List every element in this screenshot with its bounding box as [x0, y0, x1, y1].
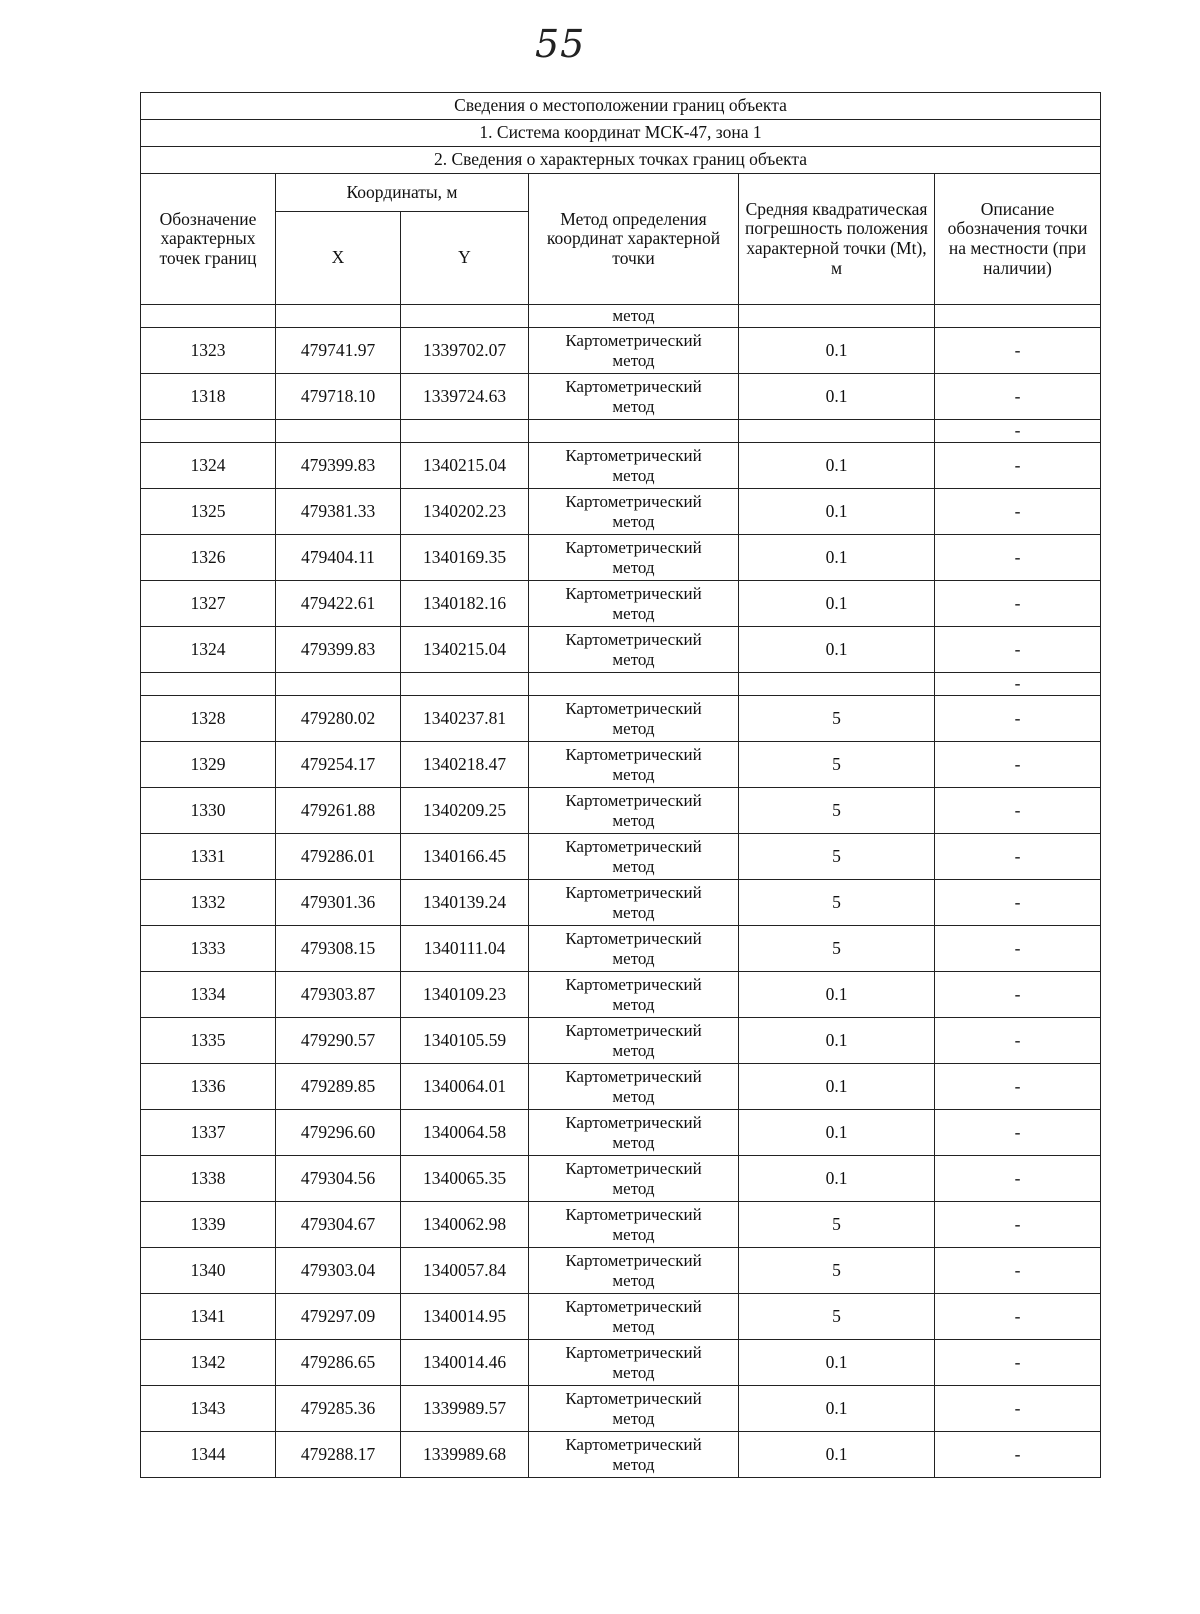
description-cell: -	[935, 742, 1101, 788]
y-cell: 1340209.25	[401, 788, 529, 834]
method-line-1: Картометрический	[565, 699, 702, 719]
table-row	[141, 880, 1101, 926]
error-cell: 0.1	[739, 1340, 935, 1386]
y-cell: 1340057.84	[401, 1248, 529, 1294]
table-row	[141, 1432, 1101, 1478]
error-cell: 0.1	[739, 443, 935, 489]
description-cell: -	[935, 627, 1101, 673]
y-cell: 1340169.35	[401, 535, 529, 581]
description-cell: -	[935, 581, 1101, 627]
description-cell: -	[935, 972, 1101, 1018]
page-number: 55	[535, 22, 586, 66]
error-cell: 0.1	[739, 489, 935, 535]
y-cell: 1339702.07	[401, 328, 529, 374]
table-row	[141, 535, 1101, 581]
method-line-2: метод	[612, 1086, 655, 1106]
x-cell: 479422.61	[276, 581, 401, 627]
point-cell: 1338	[141, 1156, 276, 1202]
description-cell: -	[935, 420, 1101, 443]
method-cell	[529, 1386, 739, 1432]
x-cell: 479280.02	[276, 696, 401, 742]
header-y: Y	[401, 212, 529, 305]
method-line-1: Картометрический	[565, 1205, 702, 1225]
method-cell	[529, 1202, 739, 1248]
method-line-2: метод	[612, 1270, 655, 1290]
method-line-1: Картометрический	[565, 883, 702, 903]
point-cell: 1332	[141, 880, 276, 926]
point-cell: 1333	[141, 926, 276, 972]
description-cell: -	[935, 1202, 1101, 1248]
error-cell: 0.1	[739, 1432, 935, 1478]
error-cell: 0.1	[739, 1064, 935, 1110]
x-cell: 479399.83	[276, 627, 401, 673]
x-cell: 479296.60	[276, 1110, 401, 1156]
method-cell	[529, 328, 739, 374]
y-cell: 1340111.04	[401, 926, 529, 972]
y-cell: 1339724.63	[401, 374, 529, 420]
error-cell: 0.1	[739, 627, 935, 673]
y-cell: 1340065.35	[401, 1156, 529, 1202]
method-line-1: Картометрический	[565, 1067, 702, 1087]
method-cell	[529, 1064, 739, 1110]
method-line-1: Картометрический	[565, 1343, 702, 1363]
y-cell: 1340218.47	[401, 742, 529, 788]
method-line-2: метод	[612, 810, 655, 830]
header-method: Метод определения координат характерной точки	[529, 174, 739, 305]
description-cell: -	[935, 1340, 1101, 1386]
method-line-1: Картометрический	[565, 446, 702, 466]
coordinate-system: 1. Система координат МСК-47, зона 1	[141, 120, 1101, 147]
method-line-2: метод	[612, 856, 655, 876]
description-cell: -	[935, 673, 1101, 696]
method-line-1: Картометрический	[565, 584, 702, 604]
table-row	[141, 1110, 1101, 1156]
method-cell	[529, 972, 739, 1018]
method-line-2: метод	[612, 902, 655, 922]
method-line-1: Картометрический	[565, 837, 702, 857]
x-cell: 479399.83	[276, 443, 401, 489]
description-cell: -	[935, 880, 1101, 926]
method-line-1: Картометрический	[565, 791, 702, 811]
point-cell: 1336	[141, 1064, 276, 1110]
method-cell	[529, 926, 739, 972]
header-point: Обозначение характерных точек границ	[141, 174, 276, 305]
description-cell: -	[935, 1248, 1101, 1294]
point-cell: 1325	[141, 489, 276, 535]
method-cell	[529, 1156, 739, 1202]
description-cell: -	[935, 443, 1101, 489]
description-cell: -	[935, 374, 1101, 420]
method-cell	[529, 627, 739, 673]
x-cell: 479303.04	[276, 1248, 401, 1294]
method-cell	[529, 1248, 739, 1294]
method-line-2: метод	[612, 1316, 655, 1336]
method-cell	[529, 374, 739, 420]
table-row	[141, 742, 1101, 788]
point-cell: 1343	[141, 1386, 276, 1432]
header-error: Средняя квадратическая погрешность положения характерной точки (Mt), м	[739, 174, 935, 305]
x-cell: 479404.11	[276, 535, 401, 581]
separator-row	[141, 673, 1101, 696]
point-cell: 1328	[141, 696, 276, 742]
method-line-1: Картометрический	[565, 1113, 702, 1133]
error-cell: 0.1	[739, 1386, 935, 1432]
y-cell: 1339989.68	[401, 1432, 529, 1478]
y-cell: 1340109.23	[401, 972, 529, 1018]
x-cell: 479304.67	[276, 1202, 401, 1248]
point-cell: 1327	[141, 581, 276, 627]
method-line-2: метод	[612, 1178, 655, 1198]
method-line-2: метод	[612, 557, 655, 577]
x-cell: 479718.10	[276, 374, 401, 420]
description-cell: -	[935, 1110, 1101, 1156]
point-cell: 1329	[141, 742, 276, 788]
table-title: Сведения о местоположении границ объекта	[141, 93, 1101, 120]
description-cell: -	[935, 328, 1101, 374]
point-cell: 1324	[141, 627, 276, 673]
method-cell	[529, 788, 739, 834]
point-cell: 1326	[141, 535, 276, 581]
method-cell	[529, 1294, 739, 1340]
method-line-2: метод	[612, 718, 655, 738]
table-row	[141, 1018, 1101, 1064]
boundary-points-table	[140, 92, 1101, 1478]
x-cell: 479289.85	[276, 1064, 401, 1110]
description-cell: -	[935, 1386, 1101, 1432]
point-cell: 1337	[141, 1110, 276, 1156]
table-row	[141, 834, 1101, 880]
method-line-2: метод	[612, 1224, 655, 1244]
table-row	[141, 1386, 1101, 1432]
y-cell: 1340202.23	[401, 489, 529, 535]
error-cell: 5	[739, 880, 935, 926]
method-line-2: метод	[612, 764, 655, 784]
method-line-2: метод	[612, 1362, 655, 1382]
y-cell: 1340105.59	[401, 1018, 529, 1064]
method-cell	[529, 1110, 739, 1156]
y-cell: 1340166.45	[401, 834, 529, 880]
table-row	[141, 328, 1101, 374]
header-coordinates: Координаты, м	[276, 174, 529, 212]
separator-row	[141, 420, 1101, 443]
method-line-2: метод	[612, 994, 655, 1014]
error-cell: 5	[739, 788, 935, 834]
point-cell: 1331	[141, 834, 276, 880]
method-line-2: метод	[612, 603, 655, 623]
method-line-1: Картометрический	[565, 377, 702, 397]
table-row	[141, 1202, 1101, 1248]
table-row	[141, 489, 1101, 535]
method-line-1: Картометрический	[565, 1159, 702, 1179]
y-cell: 1340237.81	[401, 696, 529, 742]
x-cell: 479303.87	[276, 972, 401, 1018]
method-cell	[529, 880, 739, 926]
error-cell: 0.1	[739, 581, 935, 627]
table-row	[141, 1340, 1101, 1386]
method-line-2: метод	[612, 649, 655, 669]
x-cell: 479304.56	[276, 1156, 401, 1202]
description-cell: -	[935, 489, 1101, 535]
error-cell: 5	[739, 742, 935, 788]
point-cell: 1342	[141, 1340, 276, 1386]
error-cell: 0.1	[739, 535, 935, 581]
error-cell: 0.1	[739, 972, 935, 1018]
y-cell: 1340215.04	[401, 627, 529, 673]
continuation-row	[141, 305, 1101, 328]
table-row	[141, 1156, 1101, 1202]
method-line-1: Картометрический	[565, 1389, 702, 1409]
point-cell: 1335	[141, 1018, 276, 1064]
method-cell	[529, 581, 739, 627]
description-cell: -	[935, 788, 1101, 834]
y-cell: 1340014.46	[401, 1340, 529, 1386]
description-cell: -	[935, 834, 1101, 880]
y-cell: 1340064.58	[401, 1110, 529, 1156]
y-cell: 1340139.24	[401, 880, 529, 926]
method-line-2: метод	[612, 948, 655, 968]
method-line-1: Картометрический	[565, 1297, 702, 1317]
method-cell	[529, 489, 739, 535]
method-cell	[529, 535, 739, 581]
error-cell: 0.1	[739, 1018, 935, 1064]
method-cell	[529, 1432, 739, 1478]
point-cell: 1341	[141, 1294, 276, 1340]
method-line-1: Картометрический	[565, 492, 702, 512]
error-cell: 0.1	[739, 374, 935, 420]
y-cell: 1340215.04	[401, 443, 529, 489]
point-cell: 1339	[141, 1202, 276, 1248]
point-cell: 1330	[141, 788, 276, 834]
table-row	[141, 443, 1101, 489]
method-line-2: метод	[612, 1132, 655, 1152]
method-line-1: Картометрический	[565, 745, 702, 765]
x-cell: 479290.57	[276, 1018, 401, 1064]
description-cell: -	[935, 1294, 1101, 1340]
description-cell: -	[935, 535, 1101, 581]
point-cell: 1334	[141, 972, 276, 1018]
header-x: X	[276, 212, 401, 305]
header-description: Описание обозначения точки на местности (при наличии)	[935, 174, 1101, 305]
error-cell: 5	[739, 1202, 935, 1248]
table-row	[141, 374, 1101, 420]
error-cell: 0.1	[739, 1156, 935, 1202]
description-cell: -	[935, 1432, 1101, 1478]
y-cell: 1340182.16	[401, 581, 529, 627]
method-line-2: метод	[612, 1040, 655, 1060]
description-cell: -	[935, 926, 1101, 972]
error-cell: 0.1	[739, 328, 935, 374]
point-cell: 1344	[141, 1432, 276, 1478]
y-cell: 1339989.57	[401, 1386, 529, 1432]
x-cell: 479286.01	[276, 834, 401, 880]
table-row	[141, 788, 1101, 834]
error-cell: 5	[739, 926, 935, 972]
method-line-2: метод	[612, 511, 655, 531]
x-cell: 479285.36	[276, 1386, 401, 1432]
x-cell: 479286.65	[276, 1340, 401, 1386]
method-line-1: Картометрический	[565, 929, 702, 949]
x-cell: 479301.36	[276, 880, 401, 926]
method-cell	[529, 1340, 739, 1386]
method-cell	[529, 696, 739, 742]
method-line-2: метод	[612, 1454, 655, 1474]
point-cell: 1318	[141, 374, 276, 420]
y-cell: 1340064.01	[401, 1064, 529, 1110]
method-cell	[529, 1018, 739, 1064]
method-line-1: Картометрический	[565, 1021, 702, 1041]
table-row	[141, 1248, 1101, 1294]
point-cell: 1323	[141, 328, 276, 374]
method-cell	[529, 443, 739, 489]
x-cell: 479741.97	[276, 328, 401, 374]
description-cell: -	[935, 696, 1101, 742]
table-row	[141, 1294, 1101, 1340]
x-cell: 479297.09	[276, 1294, 401, 1340]
method-cell	[529, 834, 739, 880]
method-line-2: метод	[612, 1408, 655, 1428]
description-cell: -	[935, 1064, 1101, 1110]
method-line-2: метод	[612, 465, 655, 485]
method-cell	[529, 742, 739, 788]
error-cell: 5	[739, 1248, 935, 1294]
table-row	[141, 972, 1101, 1018]
table-row	[141, 627, 1101, 673]
point-cell: 1340	[141, 1248, 276, 1294]
point-cell: 1324	[141, 443, 276, 489]
y-cell: 1340014.95	[401, 1294, 529, 1340]
method-line-2: метод	[612, 396, 655, 416]
error-cell: 5	[739, 696, 935, 742]
method-line-1: Картометрический	[565, 975, 702, 995]
table-row	[141, 1064, 1101, 1110]
error-cell: 5	[739, 1294, 935, 1340]
error-cell: 5	[739, 834, 935, 880]
x-cell: 479288.17	[276, 1432, 401, 1478]
method-line-1: Картометрический	[565, 538, 702, 558]
x-cell: 479261.88	[276, 788, 401, 834]
description-cell: -	[935, 1156, 1101, 1202]
x-cell: 479308.15	[276, 926, 401, 972]
method-line-2: метод	[612, 350, 655, 370]
table-row	[141, 696, 1101, 742]
x-cell: 479254.17	[276, 742, 401, 788]
section-title: 2. Сведения о характерных точках границ объекта	[141, 147, 1101, 174]
table-row	[141, 581, 1101, 627]
description-cell: -	[935, 1018, 1101, 1064]
x-cell: 479381.33	[276, 489, 401, 535]
continuation-method: метод	[529, 305, 739, 328]
table-row	[141, 926, 1101, 972]
y-cell: 1340062.98	[401, 1202, 529, 1248]
method-line-1: Картометрический	[565, 1251, 702, 1271]
method-line-1: Картометрический	[565, 630, 702, 650]
method-line-1: Картометрический	[565, 1435, 702, 1455]
method-line-1: Картометрический	[565, 331, 702, 351]
error-cell: 0.1	[739, 1110, 935, 1156]
